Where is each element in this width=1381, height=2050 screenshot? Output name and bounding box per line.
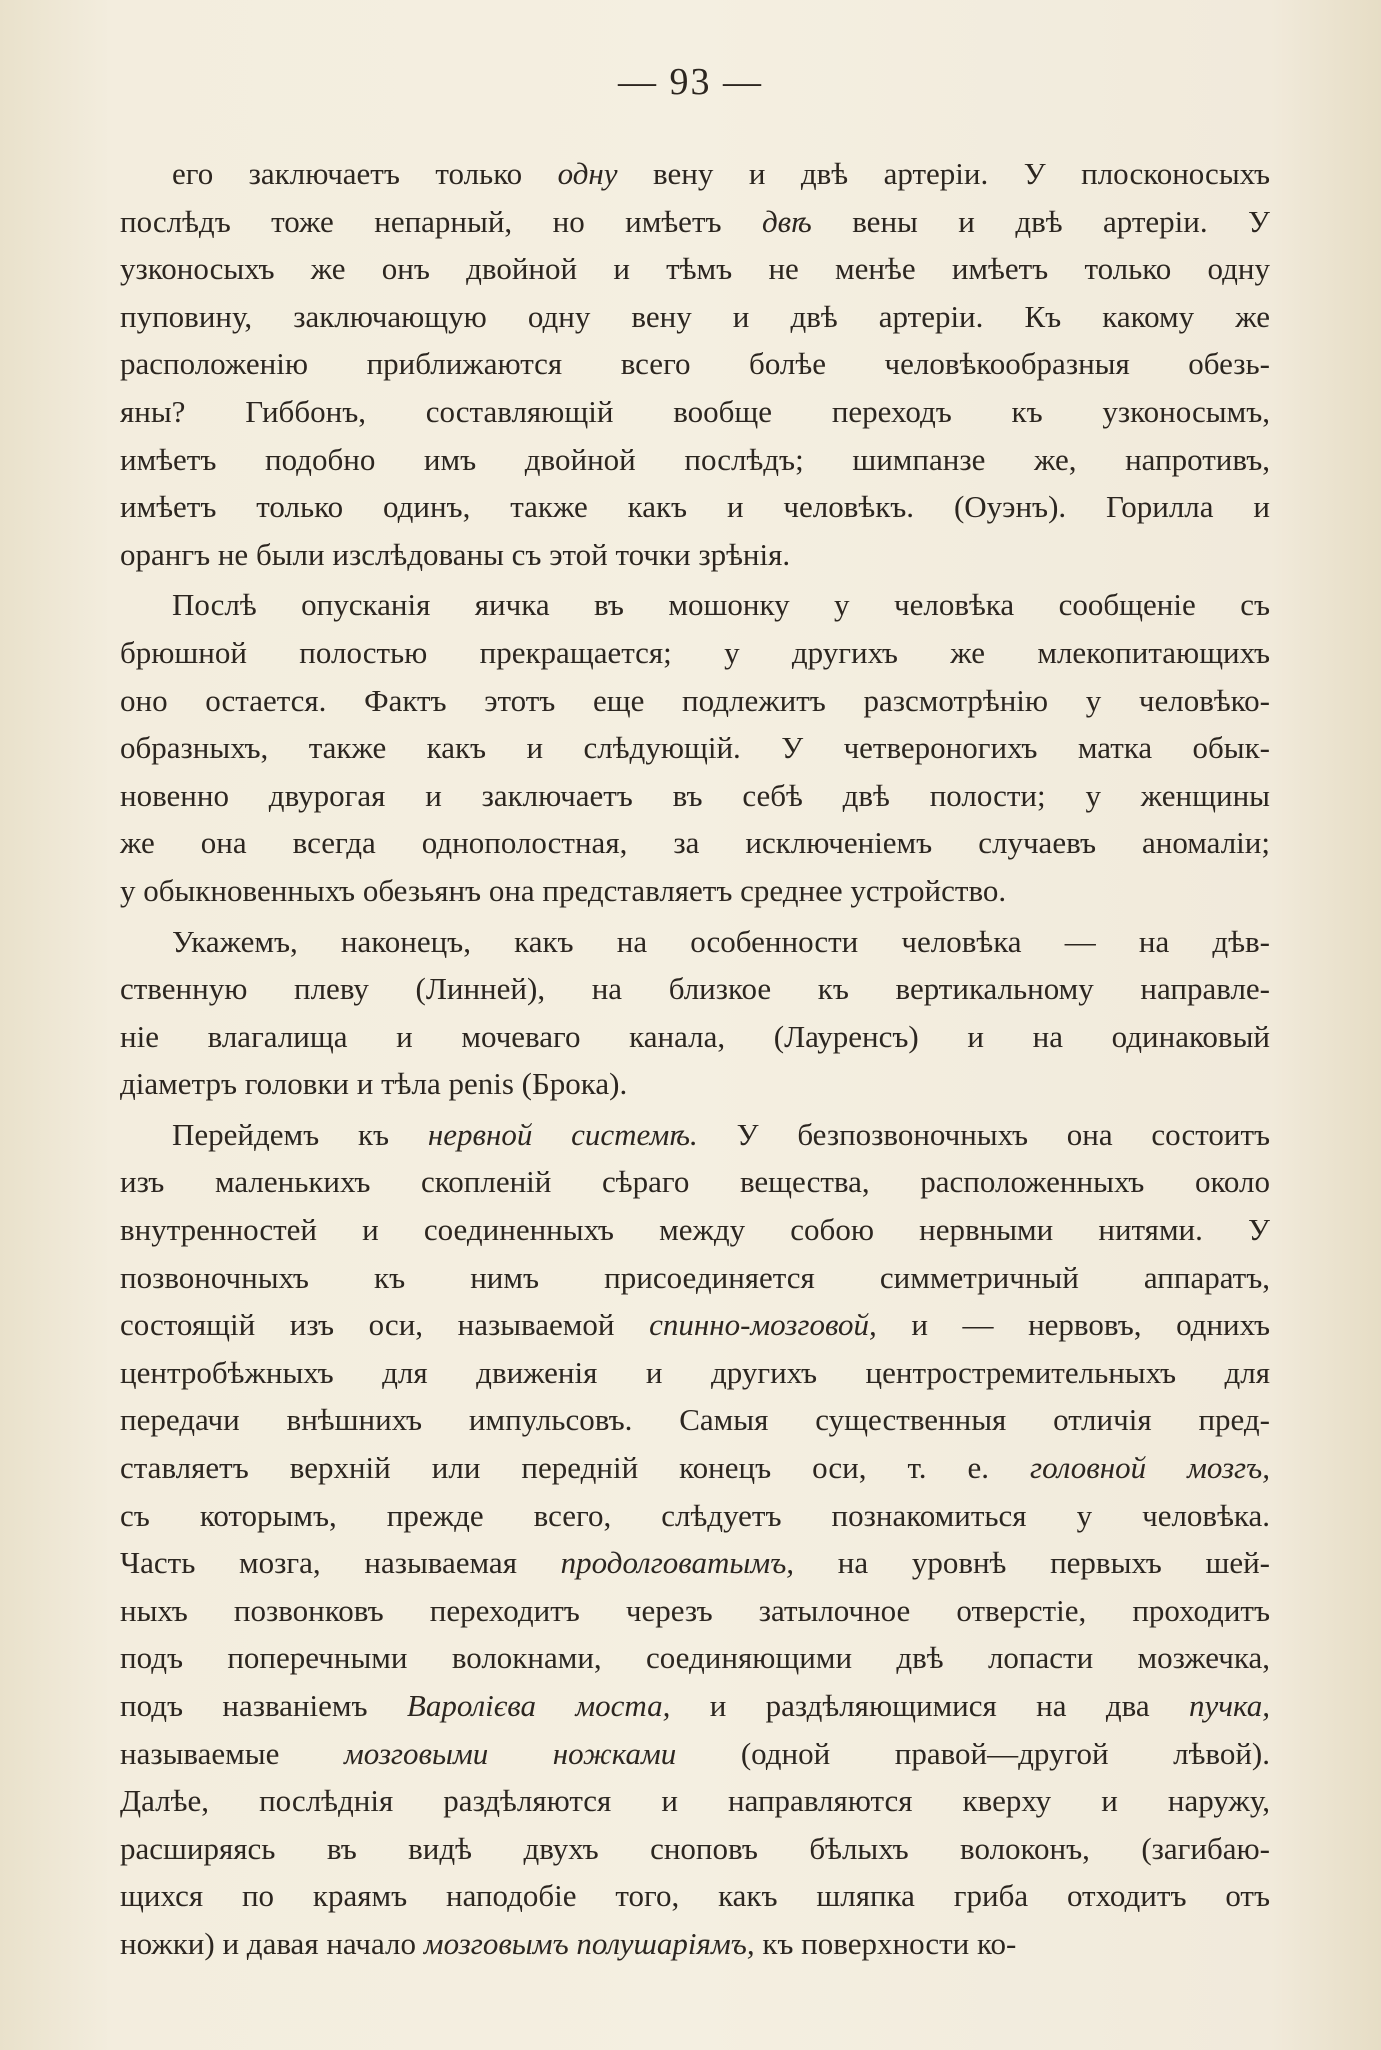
text-run: и — нервовъ, однихъ bbox=[876, 1307, 1270, 1343]
italic-term: нервной системѣ. bbox=[427, 1116, 698, 1152]
text-line bbox=[120, 772, 1270, 820]
text-line bbox=[120, 436, 1270, 484]
italic-term: одну bbox=[557, 156, 618, 191]
italic-term: мозговыми ножками bbox=[343, 1735, 677, 1771]
text-run: Часть мозга, называемая bbox=[120, 1545, 561, 1581]
text-line bbox=[120, 1492, 1270, 1540]
text-run: состоящій изъ оси, называемой bbox=[120, 1307, 650, 1343]
text-run: образныхъ, также какъ и слѣдующій. У четвероногихъ матка обык- bbox=[120, 730, 1270, 766]
text-line bbox=[120, 388, 1270, 436]
text-run: Далѣе, послѣднія раздѣляются и направляются кверху и наружу, bbox=[120, 1783, 1270, 1819]
text-run: ныхъ позвонковъ переходитъ черезъ затылочное отверстіе, проходитъ bbox=[120, 1592, 1270, 1628]
text-run: имѣетъ только одинъ, также какъ и человѣкъ. (Оуэнъ). Горилла и bbox=[120, 489, 1270, 525]
text-run: брюшной полостью прекращается; у другихъ же млекопитающихъ bbox=[120, 634, 1270, 670]
italic-term: пучка, bbox=[1188, 1688, 1270, 1723]
text-run: ніе влагалища и мочеваго канала, (Лауренсъ) и на одинаковый bbox=[120, 1018, 1270, 1054]
text-run: расширяясь въ видѣ двухъ сноповъ бѣлыхъ волоконъ, (загибаю- bbox=[120, 1830, 1270, 1866]
text-line bbox=[120, 1254, 1270, 1302]
text-run: ственную плеву (Линней), на близкое къ вертикальному направле- bbox=[120, 971, 1270, 1007]
text-line bbox=[120, 629, 1270, 677]
text-run: центробѣжныхъ для движенія и другихъ центростремительныхъ для bbox=[120, 1354, 1270, 1390]
text-run: (одной правой—другой лѣвой). bbox=[676, 1735, 1270, 1771]
text-run: Укажемъ, наконецъ, какъ на особенности человѣка — на дѣв- bbox=[172, 923, 1270, 959]
italic-term: головной мозгъ, bbox=[1030, 1450, 1270, 1486]
italic-term: продолговатымъ, bbox=[560, 1545, 795, 1581]
text-line bbox=[120, 918, 1270, 966]
text-run: называемые bbox=[120, 1735, 344, 1771]
italic-term: спинно-мозговой, bbox=[649, 1307, 877, 1343]
text-run: имѣетъ подобно имъ двойной послѣдъ; шимпанзе же, напротивъ, bbox=[120, 441, 1270, 477]
text-run: его заключаетъ только bbox=[172, 156, 558, 191]
text-run: у обыкновенныхъ обезьянъ она представляетъ среднее устройство. bbox=[120, 872, 1007, 908]
text-run: и раздѣляющимися на два bbox=[670, 1688, 1189, 1723]
italic-term: мозговымъ полушаріямъ, bbox=[423, 1925, 755, 1961]
text-line bbox=[120, 531, 1270, 579]
text-line bbox=[120, 150, 1270, 198]
text-run: яны? Гиббонъ, составляющій вообще переходъ къ узконосымъ, bbox=[120, 393, 1270, 429]
page-number: — 93 — bbox=[618, 61, 763, 103]
italic-term: Варолієва моста, bbox=[406, 1688, 671, 1723]
text-line bbox=[120, 724, 1270, 772]
text-line bbox=[120, 1301, 1270, 1349]
text-line bbox=[120, 1587, 1270, 1635]
text-line bbox=[120, 1920, 1270, 1968]
text-run: вены и двѣ артеріи. У bbox=[811, 203, 1270, 239]
text-line bbox=[120, 1539, 1270, 1587]
text-run: У безпозвоночныхъ она состоитъ bbox=[697, 1116, 1271, 1152]
paragraph bbox=[120, 918, 1270, 1108]
text-run: орангъ не были изслѣдованы съ этой точки зрѣнія. bbox=[120, 536, 791, 572]
text-run: оно остается. Фактъ этотъ еще подлежитъ разсмотрѣнію у человѣко- bbox=[120, 682, 1270, 718]
text-run: діаметръ головки и тѣла penis (Брока). bbox=[120, 1066, 628, 1102]
text-line bbox=[120, 677, 1270, 725]
text-run: новенно двурогая и заключаетъ въ себѣ двѣ полости; у женщины bbox=[120, 777, 1270, 813]
body-text bbox=[120, 150, 1270, 1971]
text-line bbox=[120, 1730, 1270, 1778]
text-line bbox=[120, 965, 1270, 1013]
text-run: вену и двѣ артеріи. У плосконосыхъ bbox=[617, 156, 1270, 191]
text-run: передачи внѣшнихъ импульсовъ. Самыя существенныя отличія пред- bbox=[120, 1402, 1270, 1438]
paragraph bbox=[120, 1111, 1270, 1968]
text-run: позвоночныхъ къ нимъ присоединяется симметричный аппаратъ, bbox=[120, 1259, 1270, 1295]
text-run: ставляетъ верхній или передній конецъ оси, т. е. bbox=[120, 1450, 1031, 1486]
text-line bbox=[120, 1013, 1270, 1061]
paragraph bbox=[120, 581, 1270, 914]
text-line bbox=[120, 581, 1270, 629]
text-run: подъ названіемъ bbox=[120, 1688, 407, 1723]
text-run: пуповину, заключающую одну вену и двѣ артеріи. Къ какому же bbox=[120, 298, 1270, 334]
text-run: Перейдемъ къ bbox=[172, 1116, 428, 1152]
italic-term: двѣ bbox=[761, 203, 812, 239]
text-line bbox=[120, 1349, 1270, 1397]
text-line bbox=[120, 1396, 1270, 1444]
text-line bbox=[120, 1206, 1270, 1254]
text-line bbox=[120, 1111, 1270, 1159]
text-line bbox=[120, 293, 1270, 341]
paragraph bbox=[120, 150, 1270, 578]
text-run: изъ маленькихъ скопленій сѣраго вещества, расположенныхъ около bbox=[120, 1164, 1270, 1200]
text-line bbox=[120, 819, 1270, 867]
text-run: съ которымъ, прежде всего, слѣдуетъ познакомиться у человѣка. bbox=[120, 1497, 1270, 1533]
text-line bbox=[120, 483, 1270, 531]
text-run: щихся по краямъ наподобіе того, какъ шляпка гриба отходитъ отъ bbox=[120, 1878, 1270, 1914]
text-run: на уровнѣ первыхъ шей- bbox=[794, 1545, 1271, 1581]
text-run: къ поверхности ко- bbox=[754, 1925, 1017, 1961]
text-run: расположенію приближаются всего болѣе человѣкообразныя обезь- bbox=[120, 346, 1270, 382]
text-line bbox=[120, 340, 1270, 388]
text-line bbox=[120, 1634, 1270, 1682]
text-line bbox=[120, 198, 1270, 246]
text-line bbox=[120, 1444, 1270, 1492]
text-line bbox=[120, 1682, 1270, 1730]
text-line bbox=[120, 1158, 1270, 1206]
text-run: внутренностей и соединенныхъ между собою нервными нитями. У bbox=[120, 1212, 1270, 1248]
text-line bbox=[120, 245, 1270, 293]
text-run: ножки) и давая начало bbox=[120, 1925, 424, 1961]
text-run: послѣдъ тоже непарный, но имѣетъ bbox=[120, 203, 762, 239]
text-run: же она всегда однополостная, за исключеніемъ случаевъ аномаліи; bbox=[120, 825, 1270, 861]
text-run: Послѣ опусканія яичка въ мошонку у человѣка сообщеніе съ bbox=[172, 587, 1270, 623]
text-run: узконосыхъ же онъ двойной и тѣмъ не менѣе имѣетъ только одну bbox=[120, 251, 1270, 287]
text-line bbox=[120, 1825, 1270, 1873]
text-run: подъ поперечными волокнами, соединяющими двѣ лопасти мозжечка, bbox=[120, 1640, 1270, 1676]
text-line bbox=[120, 1872, 1270, 1920]
text-line bbox=[120, 867, 1270, 915]
text-line bbox=[120, 1777, 1270, 1825]
text-line bbox=[120, 1060, 1270, 1108]
